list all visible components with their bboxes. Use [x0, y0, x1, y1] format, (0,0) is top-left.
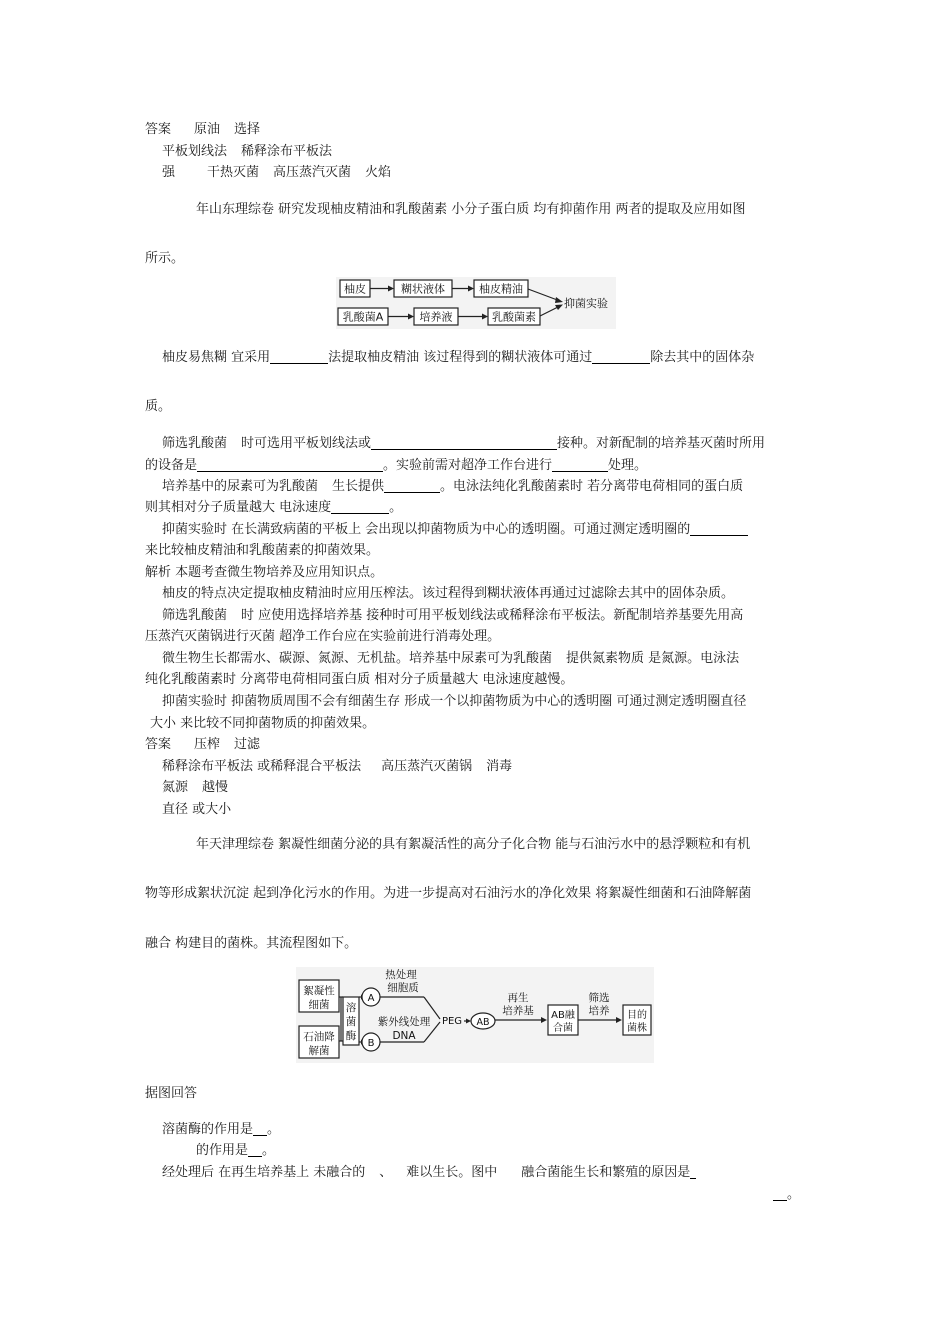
answer-line: 直径 或大小 — [162, 802, 232, 817]
question-text: 处理。 — [608, 458, 648, 473]
analysis-text: 纯化乳酸菌素时 分离带电荷相同蛋白质 相对分子质量越大 电泳速度越慢。 — [145, 672, 574, 687]
analysis-text-part: 微生物生长都需水、碳源、氮源、无机盐。培养基中尿素可为乳酸菌 — [162, 651, 553, 666]
analysis-text-part: 提供氮素物质 是氮源。电泳法 — [566, 651, 740, 666]
sub-question-3-cont — [773, 1186, 800, 1203]
question-intro: 年天津理综卷 絮凝性细菌分泌的具有絮凝活性的高分子化合物 能与石油污水中的悬浮颗粒和有机 — [196, 837, 751, 852]
question-text: 除去其中的固体杂 — [650, 350, 755, 365]
question-text: 溶菌酶的作用是 — [162, 1122, 254, 1137]
answer-blank[interactable] — [270, 350, 328, 364]
answer-blank[interactable] — [331, 500, 389, 514]
answer-text: 消毒 — [486, 759, 513, 774]
fused-protoplast-label: AB — [476, 1017, 490, 1028]
flow-node-nisin-label: 乳酸菌素 — [492, 310, 536, 324]
question-text: 融合菌能生长和繁殖的原因是 — [521, 1165, 691, 1180]
answer-text: 强 — [162, 165, 176, 180]
answer-text: 过滤 — [234, 737, 261, 752]
question-intro: 物等形成絮状沉淀 起到净化污水的作用。为进一步提高对石油污水的净化效果 将絮凝性细菌和石油降解菌 — [145, 886, 752, 901]
question-text: 抑菌实验时 在长满致病菌的平板上 会出现以抑菌物质为中心的透明圈。可通过测定透明圈的 — [162, 522, 691, 537]
question-text: 。电泳法纯化乳酸菌素时 若分离带电荷相同的蛋白质 — [440, 479, 744, 494]
question-text: 则其相对分子质量越大 电泳速度 — [145, 500, 332, 515]
question-part-3-cont — [145, 499, 402, 516]
target-strain-label: 菌株 — [627, 1023, 647, 1034]
question-text: 时可选用平板划线法或 — [241, 436, 372, 451]
answer-line — [145, 736, 260, 753]
question-text: 、 — [379, 1165, 393, 1180]
oil-degrading-bacteria-label: 解菌 — [308, 1045, 330, 1057]
uv-treatment-label: DNA — [392, 1030, 416, 1042]
analysis-text: 抑菌实验时 抑菌物质周围不会有细菌生存 形成一个以抑菌物质为中心的透明圈 可通过测定透明圈直径 — [162, 694, 747, 709]
screening-label: 培养 — [588, 1005, 610, 1017]
question-part-4-cont: 来比较柚皮精油和乳酸菌素的抑菌效果。 — [145, 543, 380, 558]
answer-label: 答案 — [145, 122, 172, 137]
answer-text: 稀释涂布平板法 或稀释混合平板法 — [162, 759, 362, 774]
analysis-text: 压蒸汽灭菌锅进行灭菌 超净工作台应在实验前进行消毒处理。 — [145, 629, 501, 644]
question-text: 。实验前需对超净工作台进行 — [383, 458, 553, 473]
answer-line-3 — [162, 164, 391, 181]
question-text: 的设备是 — [145, 458, 198, 473]
question-text: 。 — [787, 1187, 801, 1202]
uv-treatment-label: 紫外线处理 — [377, 1016, 431, 1028]
answer-blank[interactable] — [690, 522, 748, 536]
question-text: 的作用是 — [196, 1143, 249, 1158]
analysis-heading: 解析 本题考查微生物培养及应用知识点。 — [145, 565, 384, 580]
question-text: 法提取柚皮精油 该过程得到的糊状液体可通过 — [328, 350, 593, 365]
answer-line-1 — [145, 121, 260, 138]
analysis-text — [162, 607, 743, 624]
answer-line — [162, 779, 228, 796]
heat-treatment-label: 细胞质 — [387, 982, 419, 994]
question-text: 。 — [262, 1143, 276, 1158]
flocculating-bacteria-label: 絮凝性 — [303, 985, 335, 997]
heat-treatment-label: 热处理 — [385, 969, 417, 981]
answer-blank[interactable] — [253, 1122, 267, 1136]
analysis-text-part: 筛选乳酸菌 — [162, 608, 228, 623]
question-text: 柚皮易焦糊 宜采用 — [162, 350, 271, 365]
fused-bacteria-label: 合菌 — [553, 1023, 573, 1034]
question-part-2 — [162, 435, 765, 452]
answer-text: 干热灭菌 — [207, 165, 260, 180]
answer-text: 原油 — [194, 122, 221, 137]
analysis-text-part: 时 应使用选择培养基 接种时可用平板划线法或稀释涂布平板法。新配制培养基要先用高 — [241, 608, 744, 623]
question-intro: 所示。 — [145, 251, 185, 266]
question-text: 难以生长。图中 — [406, 1165, 498, 1180]
flow-node-paste-label: 糊状液体 — [401, 282, 445, 296]
question-text: 。 — [389, 500, 403, 515]
answer-blank[interactable] — [248, 1143, 262, 1157]
question-part-4 — [162, 521, 748, 538]
analysis-text: 柚皮的特点决定提取柚皮精油时应用压榨法。该过程得到糊状液体再通过过滤除去其中的固体杂质。 — [162, 586, 735, 601]
question-lead: 据图回答 — [145, 1086, 198, 1101]
fusion-flow-figure — [296, 967, 654, 1063]
target-strain-label: 目的 — [627, 1010, 647, 1021]
question-part-1 — [162, 349, 754, 366]
answer-text: 平板划线法 — [162, 144, 228, 159]
question-text: 经处理后 在再生培养基上 未融合的 — [162, 1165, 366, 1180]
answer-text: 氮源 — [162, 780, 189, 795]
question-text: 生长提供 — [332, 479, 385, 494]
question-text: 。 — [267, 1122, 281, 1137]
regeneration-medium-label: 培养基 — [502, 1005, 534, 1017]
screening-label: 筛选 — [588, 992, 610, 1004]
answer-label: 答案 — [145, 737, 172, 752]
answer-blank[interactable] — [371, 436, 557, 450]
extraction-flow-figure — [336, 277, 616, 329]
question-text: 接种。对新配制的培养基灭菌时所用 — [557, 436, 766, 451]
question-part-3 — [162, 478, 743, 495]
flocculating-bacteria-label: 细菌 — [308, 999, 330, 1011]
fused-bacteria-label: AB融 — [551, 1010, 575, 1021]
answer-text: 越慢 — [202, 780, 229, 795]
answer-blank[interactable] — [690, 1165, 696, 1179]
answer-line-2 — [162, 143, 332, 160]
question-intro: 年山东理综卷 研究发现柚皮精油和乳酸菌素 小分子蛋白质 均有抑菌作用 两者的提取及应用如图 — [196, 202, 746, 217]
peg-label: PEG — [441, 1016, 463, 1027]
sub-question-2 — [196, 1142, 275, 1159]
answer-blank[interactable] — [384, 479, 440, 493]
lysozyme-label: 菌 — [345, 1016, 357, 1028]
regeneration-medium-label: 再生 — [507, 992, 529, 1004]
analysis-text — [162, 650, 739, 667]
lysozyme-label: 溶 — [345, 1002, 357, 1014]
answer-text: 选择 — [234, 122, 261, 137]
answer-blank[interactable] — [592, 350, 650, 364]
flow-node-peel-label: 柚皮 — [344, 282, 366, 296]
question-text: 筛选乳酸菌 — [162, 436, 228, 451]
question-text: 培养基中的尿素可为乳酸菌 — [162, 479, 319, 494]
lysozyme-label: 酶 — [345, 1030, 357, 1042]
protoplast-b-label: B — [367, 1038, 375, 1049]
flow-node-oil-label: 柚皮精油 — [479, 282, 523, 296]
answer-text: 高压蒸汽灭菌锅 — [381, 759, 473, 774]
protoplast-a-label: A — [367, 993, 375, 1004]
sub-question-1 — [162, 1121, 280, 1138]
flow-node-medium-label: 培养液 — [419, 310, 453, 324]
answer-text: 火焰 — [365, 165, 392, 180]
answer-blank[interactable] — [197, 458, 383, 472]
answer-text: 压榨 — [194, 737, 221, 752]
answer-text: 稀释涂布平板法 — [241, 144, 333, 159]
analysis-text: 大小 来比较不同抑菌物质的抑菌效果。 — [150, 716, 376, 731]
flow-node-bacteria-label: 乳酸菌A — [342, 310, 384, 324]
oil-degrading-bacteria-label: 石油降 — [303, 1031, 335, 1043]
answer-line — [162, 758, 512, 775]
answer-text: 高压蒸汽灭菌 — [273, 165, 352, 180]
flow-node-experiment-label: 抑菌实验 — [564, 297, 608, 310]
question-intro: 融合 构建目的菌株。其流程图如下。 — [145, 936, 358, 951]
answer-blank[interactable] — [552, 458, 608, 472]
question-part-1-cont: 质。 — [145, 399, 172, 414]
question-part-2-cont — [145, 457, 647, 474]
sub-question-3 — [162, 1164, 696, 1181]
answer-blank[interactable] — [773, 1187, 787, 1201]
